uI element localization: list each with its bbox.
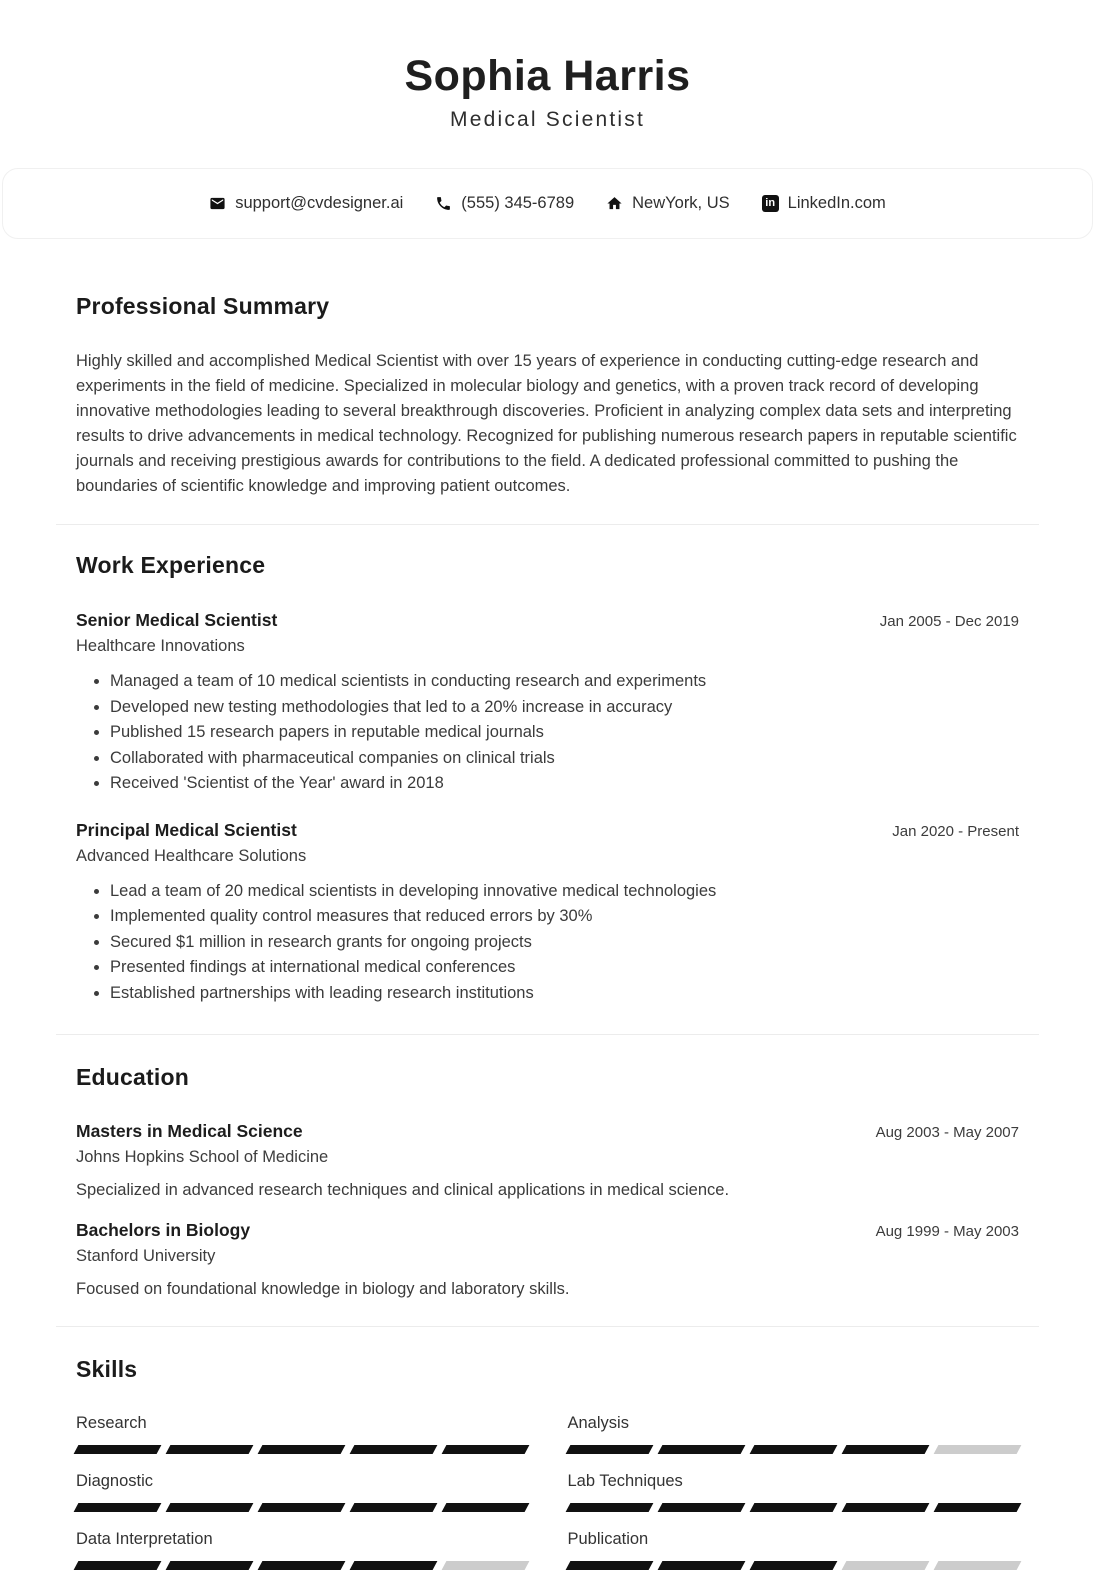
degree-title: Masters in Medical Science bbox=[76, 1121, 303, 1142]
degree-school: Stanford University bbox=[76, 1247, 216, 1266]
skill-bar-segment bbox=[166, 1445, 254, 1454]
job-dates: Jan 2020 - Present bbox=[892, 822, 1019, 840]
skill-bar-segment bbox=[657, 1503, 745, 1512]
job-bullet-list bbox=[76, 879, 1019, 1007]
degree-dates: Aug 2003 - May 2007 bbox=[875, 1124, 1019, 1142]
bullet-item: • Managed a team of 10 medical scientists in conducting research and experiments bbox=[110, 669, 1019, 695]
skills-heading: Skills bbox=[76, 1356, 138, 1383]
skill-label: Data Interpretation bbox=[76, 1530, 213, 1549]
skill-bar-segment bbox=[74, 1445, 162, 1454]
degree-title: Bachelors in Biology bbox=[76, 1220, 251, 1241]
phone-icon bbox=[435, 195, 452, 212]
job-company: Advanced Healthcare Solutions bbox=[76, 846, 307, 865]
skill-bar-segment bbox=[657, 1561, 745, 1570]
home-icon bbox=[606, 195, 623, 212]
contact-location-text: NewYork, US bbox=[632, 194, 730, 213]
bullet-item: • Lead a team of 20 medical scientists in developing innovative medical technologies bbox=[110, 879, 1019, 905]
skill-level-bar bbox=[568, 1445, 1020, 1454]
resume-header bbox=[0, 0, 1095, 132]
job-company: Healthcare Innovations bbox=[76, 637, 245, 656]
skill-bar-segment bbox=[74, 1561, 162, 1570]
degree-school: Johns Hopkins School of Medicine bbox=[76, 1148, 329, 1167]
skill-item bbox=[76, 1472, 528, 1512]
bullet-item: • Received 'Scientist of the Year' award in 2018 bbox=[110, 771, 1019, 797]
skill-bar-segment bbox=[350, 1561, 438, 1570]
job-bullet-list bbox=[76, 669, 1019, 797]
skill-bar-segment bbox=[749, 1503, 837, 1512]
education-entry-header bbox=[76, 1121, 1019, 1142]
degree-dates: Aug 1999 - May 2003 bbox=[875, 1223, 1019, 1241]
skill-bar-segment bbox=[657, 1445, 745, 1454]
job-title: Principal Medical Scientist bbox=[76, 819, 297, 840]
bullet-item: • Implemented quality control measures that reduced errors by 30% bbox=[110, 904, 1019, 930]
skill-bar-segment bbox=[442, 1445, 530, 1454]
bullet-item: • Established partnerships with leading research institutions bbox=[110, 981, 1019, 1007]
section-divider bbox=[56, 1326, 1039, 1327]
contact-location bbox=[606, 194, 730, 213]
skill-bar-segment bbox=[749, 1445, 837, 1454]
skill-item bbox=[568, 1414, 1020, 1454]
contact-linkedin-text: LinkedIn.com bbox=[787, 194, 886, 213]
skill-level-bar bbox=[76, 1503, 528, 1512]
contact-email[interactable] bbox=[209, 194, 403, 213]
bullet-item: • Collaborated with pharmaceutical companies on clinical trials bbox=[110, 746, 1019, 772]
skill-bar-segment bbox=[841, 1561, 929, 1570]
section-education bbox=[0, 1064, 1095, 1299]
work-entry bbox=[76, 820, 1019, 1007]
summary-heading: Professional Summary bbox=[76, 293, 330, 320]
summary-paragraph: Highly skilled and accomplished Medical Scientist with over 15 years of experience in conducting cutting-edge research and experiments in the field of medicine. Specialized in molecular biology and genetics, with a proven track record of developing innovative methodologies leading to several breakthrough discoveries. Proficient in analyzing complex data sets and interpreting results to drive advancements in medical technology. Recognized for publishing numerous research papers in reputable scientific journals and receiving prestigious awards for contributions to the field. A dedicated professional committed to pushing the boundaries of scientific knowledge and improving patient outcomes. bbox=[76, 352, 1017, 496]
contact-bar bbox=[2, 168, 1093, 239]
bullet-item: • Published 15 research papers in reputable medical journals bbox=[110, 720, 1019, 746]
skill-bar-segment bbox=[933, 1503, 1021, 1512]
skill-label: Publication bbox=[567, 1530, 649, 1549]
bullet-item: • Developed new testing methodologies that led to a 20% increase in accuracy bbox=[110, 695, 1019, 721]
bullet-item: • Presented findings at international medical conferences bbox=[110, 955, 1019, 981]
skill-label: Lab Techniques bbox=[567, 1472, 683, 1491]
skill-bar-segment bbox=[841, 1503, 929, 1512]
skill-label: Diagnostic bbox=[76, 1472, 154, 1491]
skill-bar-segment bbox=[166, 1561, 254, 1570]
skill-bar-segment bbox=[258, 1445, 346, 1454]
work-experience-heading: Work Experience bbox=[76, 552, 266, 579]
skill-level-bar bbox=[568, 1561, 1020, 1570]
section-divider bbox=[56, 524, 1039, 525]
contact-phone-text: (555) 345-6789 bbox=[461, 194, 575, 213]
skill-item bbox=[76, 1530, 528, 1570]
skill-bar-segment bbox=[933, 1445, 1021, 1454]
skill-bar-segment bbox=[749, 1561, 837, 1570]
education-heading: Education bbox=[76, 1064, 189, 1091]
job-title: Senior Medical Scientist bbox=[76, 610, 278, 631]
skill-bar-segment bbox=[258, 1561, 346, 1570]
skill-bar-segment bbox=[74, 1503, 162, 1512]
skill-bar-segment bbox=[258, 1503, 346, 1512]
linkedin-icon bbox=[762, 195, 779, 212]
education-entry-header bbox=[76, 1220, 1019, 1241]
skill-bar-segment bbox=[350, 1503, 438, 1512]
degree-description: Focused on foundational knowledge in biology and laboratory skills. bbox=[76, 1280, 570, 1299]
section-divider bbox=[56, 1034, 1039, 1035]
work-entry bbox=[76, 610, 1019, 797]
education-entry bbox=[76, 1121, 1019, 1200]
section-work-experience bbox=[0, 552, 1095, 1006]
skill-item bbox=[568, 1530, 1020, 1570]
skill-label: Analysis bbox=[567, 1414, 629, 1433]
skill-bar-segment bbox=[565, 1503, 653, 1512]
skill-bar-segment bbox=[166, 1503, 254, 1512]
linkedin-icon-text: in bbox=[765, 197, 776, 210]
work-entry-header bbox=[76, 610, 1019, 631]
person-name: Sophia Harris bbox=[404, 52, 691, 100]
section-skills bbox=[0, 1356, 1095, 1570]
contact-email-text: support@cvdesigner.ai bbox=[235, 194, 404, 213]
education-entry bbox=[76, 1220, 1019, 1299]
bullet-item: • Secured $1 million in research grants for ongoing projects bbox=[110, 930, 1019, 956]
email-icon bbox=[209, 195, 226, 212]
work-entry-header bbox=[76, 820, 1019, 841]
skill-bar-segment bbox=[933, 1561, 1021, 1570]
skill-bar-segment bbox=[565, 1445, 653, 1454]
skill-item bbox=[568, 1472, 1020, 1512]
skill-bar-segment bbox=[442, 1503, 530, 1512]
skill-bar-segment bbox=[442, 1561, 530, 1570]
skill-label: Research bbox=[76, 1414, 147, 1433]
skill-item bbox=[76, 1414, 528, 1454]
skill-level-bar bbox=[568, 1503, 1020, 1512]
skill-level-bar bbox=[76, 1561, 528, 1570]
skill-bar-segment bbox=[350, 1445, 438, 1454]
contact-linkedin[interactable] bbox=[762, 194, 886, 213]
skill-level-bar bbox=[76, 1445, 528, 1454]
degree-description: Specialized in advanced research techniques and clinical applications in medical science. bbox=[76, 1181, 730, 1200]
contact-phone[interactable] bbox=[435, 194, 574, 213]
resume-body bbox=[0, 293, 1095, 1570]
job-dates: Jan 2005 - Dec 2019 bbox=[879, 613, 1019, 631]
skills-grid bbox=[76, 1414, 1019, 1570]
section-professional-summary bbox=[0, 293, 1095, 499]
person-job-title: Medical Scientist bbox=[450, 108, 645, 132]
skill-bar-segment bbox=[565, 1561, 653, 1570]
skill-bar-segment bbox=[841, 1445, 929, 1454]
